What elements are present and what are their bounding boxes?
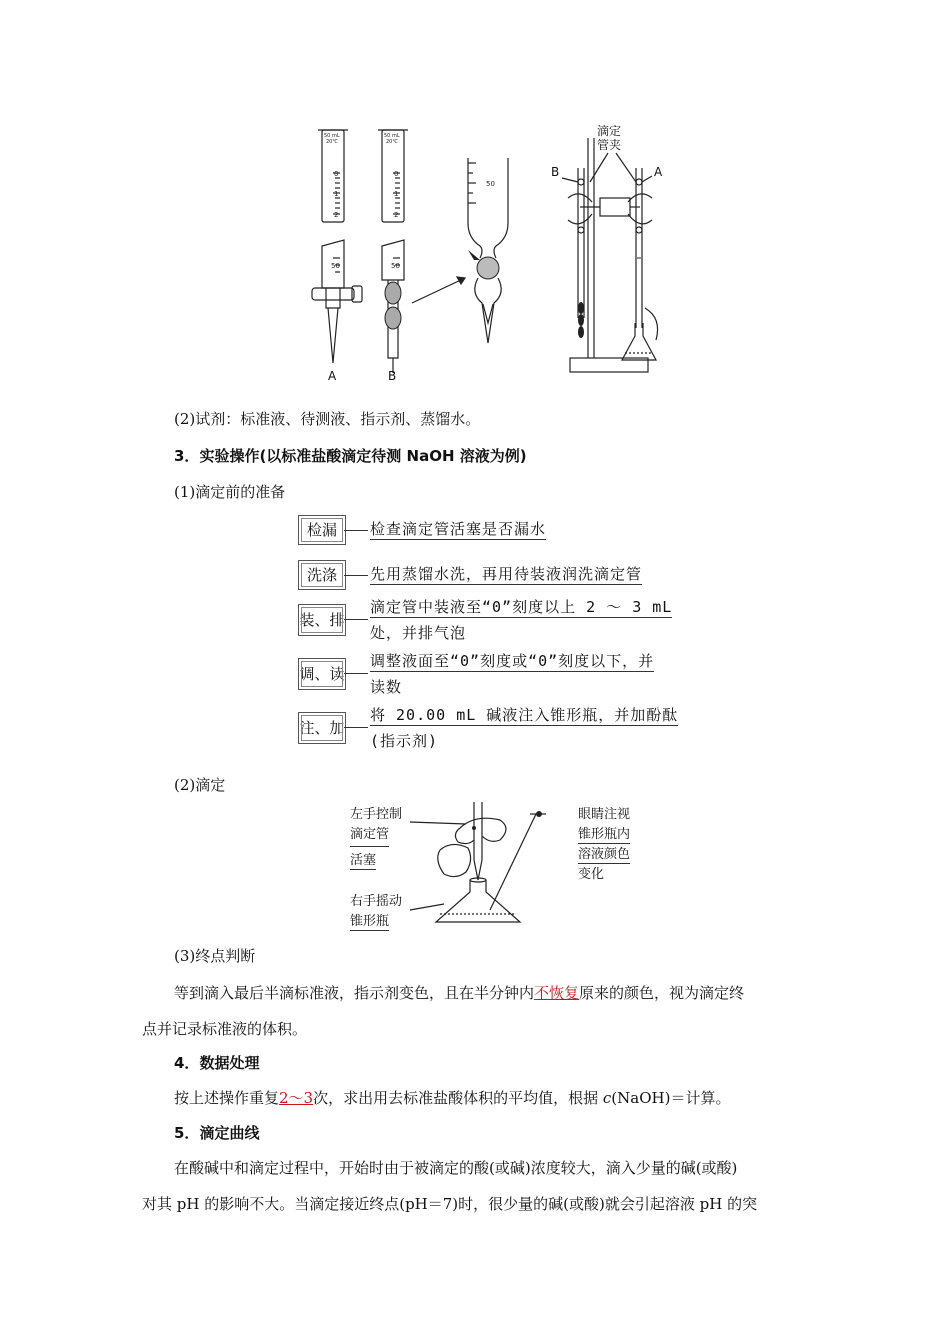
flow-box-leak-check: [298, 515, 346, 545]
reagents-line: (2)试剂：标准液、待测液、指示剂、蒸馏水。: [174, 410, 481, 428]
eye-annotation: [578, 805, 630, 885]
curve-paragraph-line1: 在酸碱中和滴定过程中，开始时由于被滴定的酸(或碱)浓度较大，滴入少量的碱(或酸): [174, 1159, 738, 1177]
annotation-line: 左手控制: [350, 807, 403, 822]
flow-box-label: 装、排: [299, 611, 345, 629]
annotation-line: 滴定管: [350, 825, 389, 847]
flow-box-fill: [298, 604, 346, 636]
burette-a-temp-label: 20℃: [326, 139, 338, 145]
annotation-line: 锥形瓶内: [578, 827, 631, 842]
left-hand-annotation: [350, 805, 402, 871]
repeat-count-highlight: 2～3: [279, 1089, 314, 1107]
flow-text-adjust: [370, 648, 654, 700]
burette-a-tick-50: 50: [331, 262, 340, 270]
flow-connector: [344, 530, 368, 531]
section-3-number: 3．: [174, 447, 200, 465]
flow-text-line: 处，并排气泡: [370, 624, 467, 642]
sub-heading-prep: (1)滴定前的准备: [174, 483, 286, 501]
flow-box-inject: [298, 712, 346, 744]
flow-text-line: 将 20.00 mL 碱液注入锥形瓶，并加酚酞: [370, 706, 679, 724]
endpoint-text: 等到滴入最后半滴标准液，指示剂变色，且在半分钟内: [174, 984, 535, 1002]
annotation-line: 锥形瓶: [350, 914, 390, 929]
endpoint-text: 原来的颜色，视为滴定终: [579, 984, 745, 1002]
stand-label-a: A: [654, 165, 663, 179]
clamp-label-line2: 管夹: [597, 138, 622, 152]
annotation-line: 变化: [578, 867, 605, 882]
endpoint-answer-highlight: 不恢复: [534, 984, 580, 1002]
section-3-heading: [174, 445, 527, 467]
flow-connector: [344, 727, 368, 728]
section-5-title: 滴定曲线: [199, 1124, 260, 1142]
magnified-tick-50: 50: [486, 180, 495, 188]
burette-b-temp-label: 20℃: [386, 139, 398, 145]
annotation-line: 活塞: [350, 853, 377, 868]
section-5-number: 5．: [174, 1124, 200, 1142]
concentration-symbol: c: [602, 1089, 612, 1107]
data-text: 次，求出用去标准盐酸体积的平均值，根据: [313, 1089, 603, 1107]
section-4-number: 4．: [174, 1054, 200, 1072]
annotation-line: 眼睛注视: [578, 807, 631, 822]
flow-box-adjust: [298, 658, 346, 690]
burette-b-tick-0: 0: [394, 170, 399, 178]
flow-text-line: 先用蒸馏水洗，再用待装液润洗滴定管: [370, 565, 643, 583]
section-3-title: 实验操作(以标准盐酸滴定待测 NaOH 溶液为例): [199, 447, 527, 465]
burette-b-label: B: [388, 369, 397, 383]
right-hand-annotation: [350, 892, 402, 932]
annotation-line: 溶液颜色: [578, 847, 631, 862]
burette-a-tick-1: 1: [334, 190, 339, 198]
flow-box-label: 调、读: [299, 665, 345, 683]
burette-a-volume-label: 50 mL: [324, 133, 340, 139]
burette-a-tick-2: 2: [334, 211, 339, 219]
flow-box-label: 注、加: [299, 719, 345, 737]
data-text: (NaOH)＝计算。: [611, 1089, 731, 1107]
flow-text-line: 检查滴定管活塞是否漏水: [370, 520, 547, 538]
endpoint-paragraph-line1: [174, 982, 744, 1004]
stand-label-b: B: [551, 165, 560, 179]
flow-connector: [344, 619, 368, 620]
burette-b-tick-1: 1: [394, 190, 399, 198]
data-processing-line: [174, 1087, 730, 1109]
section-4-heading: [174, 1052, 259, 1074]
section-4-title: 数据处理: [199, 1054, 260, 1072]
flow-text-line: (指示剂): [370, 732, 439, 750]
data-text: 按上述操作重复: [174, 1089, 280, 1107]
annotation-line: 右手摇动: [350, 894, 403, 909]
sub-heading-endpoint: (3)终点判断: [174, 947, 256, 965]
flow-text-line: 调整液面至“0”刻度或“0”刻度以下，并: [370, 652, 655, 670]
flow-text-wash: [370, 561, 642, 587]
flow-text-inject: [370, 702, 678, 754]
section-5-heading: [174, 1122, 259, 1144]
burette-b-tick-2: 2: [394, 211, 399, 219]
flow-connector: [344, 673, 368, 674]
flow-text-line: 滴定管中装液至“0”刻度以上 2 ～ 3 mL: [370, 598, 673, 616]
clamp-label-line1: 滴定: [597, 124, 622, 138]
flow-box-wash: [298, 560, 346, 590]
burette-b-volume-label: 50 mL: [384, 133, 400, 139]
flow-connector: [344, 575, 368, 576]
flow-box-label: 检漏: [306, 521, 337, 539]
flow-text-leak-check: [370, 516, 546, 542]
burette-figure: [300, 118, 680, 388]
flow-box-label: 洗涤: [306, 566, 337, 584]
curve-paragraph-line2: 对其 pH 的影响不大。当滴定接近终点(pH＝7)时，很少量的碱(或酸)就会引起溶液 pH 的突: [142, 1195, 758, 1213]
sub-heading-titration: (2)滴定: [174, 776, 226, 794]
flow-text-line: 读数: [370, 678, 403, 696]
flow-text-fill: [370, 594, 672, 646]
burette-b-tick-50: 50: [391, 262, 400, 270]
burette-a-tick-0: 0: [334, 170, 339, 178]
endpoint-paragraph-line2: 点并记录标准液的体积。: [142, 1020, 308, 1038]
burette-a-label: A: [328, 369, 337, 383]
